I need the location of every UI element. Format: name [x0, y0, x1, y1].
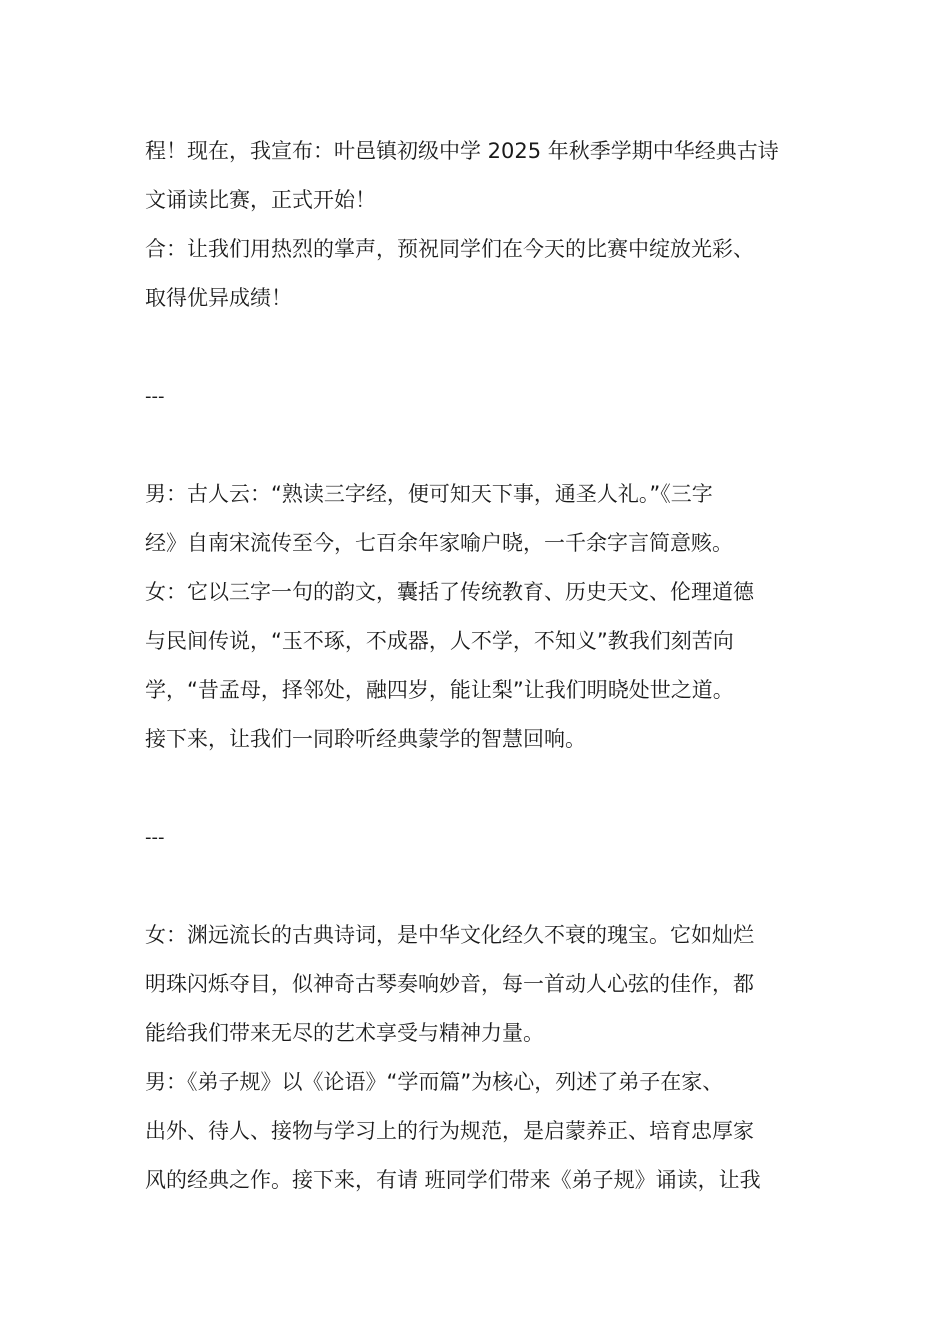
text-line: 程！现在，我宣布：叶邑镇初级中学 2025 年秋季学期中华经典古诗 — [145, 139, 779, 163]
document-body — [145, 127, 807, 1205]
text-line: 风的经典之作。接下来，有请 班同学们带来《弟子规》诵读，让我 — [145, 1168, 761, 1192]
text-line: 合：让我们用热烈的掌声，预祝同学们在今天的比赛中绽放光彩、 — [145, 237, 754, 261]
text-line: 文诵读比赛，正式开始！ — [145, 188, 376, 212]
paragraph-together — [145, 225, 807, 323]
text-line: 女：它以三字一句的韵文，囊括了传统教育、历史天文、伦理道德 — [145, 580, 754, 604]
paragraph-opening-declaration — [145, 127, 807, 225]
blank-line — [145, 323, 807, 372]
paragraph-male-dizigui — [145, 1058, 807, 1205]
text-line: 能给我们带来无尽的艺术享受与精神力量。 — [145, 1021, 544, 1045]
blank-line — [145, 764, 807, 813]
text-line: 女：渊远流长的古典诗词，是中华文化经久不衰的瑰宝。它如灿烂 — [145, 923, 754, 947]
section-divider: --- — [145, 827, 165, 848]
paragraph-female-poetry — [145, 911, 807, 1058]
text-line: 男：《弟子规》以《论语》“学而篇”为核心，列述了弟子在家、 — [145, 1070, 724, 1094]
section-divider: --- — [145, 386, 165, 407]
text-line: 接下来，让我们一同聆听经典蒙学的智慧回响。 — [145, 727, 586, 751]
paragraph-female-sanzijing — [145, 568, 807, 764]
text-line: 明珠闪烁夺目，似神奇古琴奏响妙音，每一首动人心弦的佳作，都 — [145, 972, 754, 996]
text-line: 经》自南宋流传至今，七百余年家喻户晓，一千余字言简意赅。 — [145, 531, 733, 555]
paragraph-male-sanzijing — [145, 470, 807, 568]
text-line: 出外、待人、接物与学习上的行为规范，是启蒙养正、培育忠厚家 — [145, 1119, 754, 1143]
text-line: 与民间传说，“玉不琢，不成器，人不学，不知义”教我们刻苦向 — [145, 629, 734, 653]
blank-line — [145, 421, 807, 470]
text-line: 男：古人云：“熟读三字经，便可知天下事，通圣人礼。”《三字 — [145, 482, 713, 506]
text-line: 取得优异成绩！ — [145, 286, 292, 310]
text-line: 学，“昔孟母，择邻处，融四岁，能让梨”让我们明晓处世之道。 — [145, 678, 734, 702]
blank-line — [145, 862, 807, 911]
